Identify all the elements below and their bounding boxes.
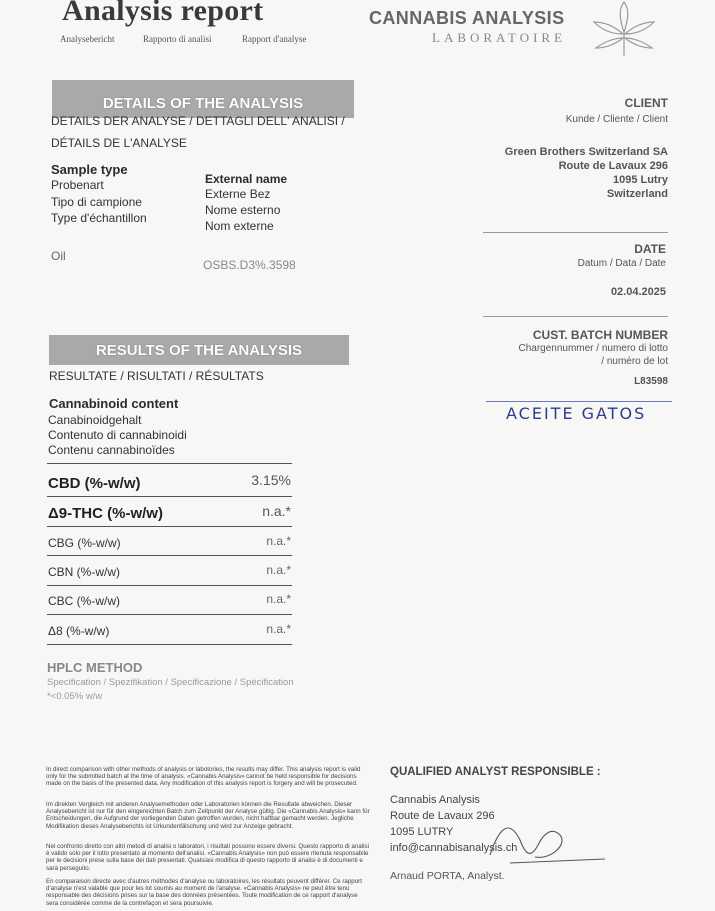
analyst-name: Arnaud PORTA, Analyst. — [390, 870, 505, 882]
results-divider-top — [47, 463, 292, 464]
method-title: HPLC METHOD — [47, 660, 143, 675]
cannabis-leaf-icon — [584, 0, 664, 67]
subtitle-de: Analysebericht — [60, 34, 115, 44]
result-row-label: CBG (%-w/w) — [48, 536, 121, 550]
batch-label: CUST. BATCH NUMBER — [532, 328, 668, 342]
batch-value: L83598 — [634, 376, 668, 387]
analyst-email: info@cannabisanalysis.ch — [390, 842, 518, 854]
row-divider — [47, 555, 292, 556]
details-band: DETAILS OF THE ANALYSIS — [52, 80, 354, 118]
result-row-label: CBN (%-w/w) — [48, 565, 120, 579]
result-row-label: Δ8 (%-w/w) — [48, 624, 110, 638]
result-row-value: n.a.* — [266, 622, 291, 636]
subtitle-fr: Rapport d'analyse — [242, 34, 307, 44]
disclaimer-fr: En comparaison directe avec d'autres méthodes d'analyse ou laboratoires, les résultats peuvent différer. Ce rapport d'analyse n'est valable que pour les lot soumis au moment de l'analyse. «Cannabis Analysis» ne peut être tenu responsable des décisions prises sur la base des données présentées. Toute modification de ce rapport d'analyse sera considérée comme de la contrefaçon et sera poursuivie. — [46, 878, 362, 907]
subtitle-it: Rapporto di analisi — [143, 34, 212, 44]
handwritten-note: ACEITE GATOS — [506, 404, 647, 423]
result-row-label: CBD (%-w/w) — [48, 475, 141, 492]
result-row-label: CBC (%-w/w) — [48, 594, 120, 608]
brand-name: CANNABIS ANALYSIS — [369, 8, 565, 28]
result-row-value: n.a.* — [266, 592, 291, 606]
disclaimer-en: In direct comparison with other methods of analysis or labotories, the results may differ. This analysis report is valid only for the submitted batch at the time of analysis. «Cannabis Analysis» cannot be held responsible for decisions made on the basis of the presented data. Any modification of this analysis report is forgery and will be prosecuted. — [46, 766, 361, 788]
batch-divider — [486, 401, 672, 402]
client-country: Switzerland — [606, 188, 668, 200]
row-divider — [47, 585, 292, 586]
result-row-label: Δ9-THC (%-w/w) — [48, 505, 163, 522]
analyst-org: Cannabis Analysis — [390, 794, 480, 806]
analyst-city: 1095 LUTRY — [390, 826, 454, 838]
cannabinoid-de: Canabinoidgehalt — [48, 413, 142, 427]
external-name-it: Nome esterno — [205, 203, 281, 217]
sample-type-it: Tipo di campione — [51, 195, 142, 209]
client-translations: Kunde / Cliente / Client — [565, 114, 668, 125]
external-name-fr: Nom externe — [205, 219, 274, 233]
date-label: DATE — [634, 242, 666, 256]
batch-translations-2: / numéro de lot — [601, 356, 668, 367]
client-street: Route de Lavaux 296 — [558, 160, 668, 172]
cannabinoid-label: Cannabinoid content — [49, 396, 179, 411]
results-band: RESULTS OF THE ANALYSIS — [49, 335, 349, 365]
sample-type-fr: Type d'échantillon — [51, 211, 147, 225]
details-heading-line2: DÉTAILS DE L'ANALYSE — [51, 136, 187, 150]
sample-type-value: Oil — [51, 249, 66, 263]
disclaimer-de: Im direkten Vergleich mit anderen Analysemethoden oder Laboratorien können die Resultate abweichen. Dieser Analysebericht ist nur für den eingereichten Batch zum Zeitpunkt der Analyse gültig. Die «Cannabis Analysis» kann für Entscheidungen, die Aufgrund der vorliegenden Daten getroffen wurden, nicht haftbar gemacht werden. Jegliche Modifikation dieses Analyseberichts ist Urkundenfälschung und wird zur Anzeige gebracht. — [46, 801, 370, 830]
report-title: Analysis report — [62, 0, 264, 27]
date-value: 02.04.2025 — [610, 286, 666, 298]
sample-type-label: Sample type — [51, 162, 128, 177]
cannabinoid-fr: Contenu cannabinoïdes — [48, 443, 175, 457]
result-row-value: n.a.* — [266, 534, 291, 548]
external-name-label: External name — [205, 172, 288, 186]
result-row-value: n.a.* — [262, 503, 291, 519]
analyst-street: Route de Lavaux 296 — [390, 810, 495, 822]
client-divider — [483, 232, 668, 233]
brand-subtitle: LABORATOIRE — [432, 30, 567, 45]
client-label: CLIENT — [624, 96, 668, 110]
row-divider — [47, 526, 292, 527]
date-translations: Datum / Data / Date — [577, 258, 666, 269]
row-divider — [47, 496, 292, 497]
disclaimer-it: Nel confronto diretto con altri metodi di analisi o laboratori, i risultati possono essere diversi. Questo rapporto di analisi è valido solo per il lotto presentato al momento dell'analisi. «Cannabis Analysis» non può essere ritenuta responsabile per le decisioni prese sulla base dei dati presentati. Qualsiasi modifica di questo rapporto di analisi è di documenti e sarà perseguito. — [46, 843, 369, 872]
cannabinoid-it: Contenuto di cannabinoidi — [48, 428, 187, 442]
row-divider — [47, 614, 292, 615]
batch-translations-1: Chargennummer / numero di lotto — [518, 343, 668, 354]
method-spec: Specification / Spezifikation / Specificazione / Spécification — [47, 677, 294, 688]
analyst-title: QUALIFIED ANALYST RESPONSIBLE : — [390, 766, 601, 778]
external-name-de: Externe Bez — [205, 187, 271, 201]
details-heading-line1: DETAILS DER ANALYSE / DETTAGLI DELL' ANALISI / — [51, 114, 345, 128]
client-city: 1095 Lutry — [612, 174, 668, 186]
results-heading: RESULTATE / RISULTATI / RÉSULTATS — [49, 369, 264, 383]
method-note: *<0.05% w/w — [47, 691, 103, 702]
external-name-value: OSBS.D3%.3598 — [203, 258, 296, 272]
sample-type-de: Probenart — [51, 178, 104, 192]
row-divider — [47, 644, 292, 645]
result-row-value: 3.15% — [251, 472, 291, 488]
result-row-value: n.a.* — [266, 563, 291, 577]
client-name: Green Brothers Switzerland SA — [504, 146, 668, 158]
date-divider — [483, 316, 668, 317]
